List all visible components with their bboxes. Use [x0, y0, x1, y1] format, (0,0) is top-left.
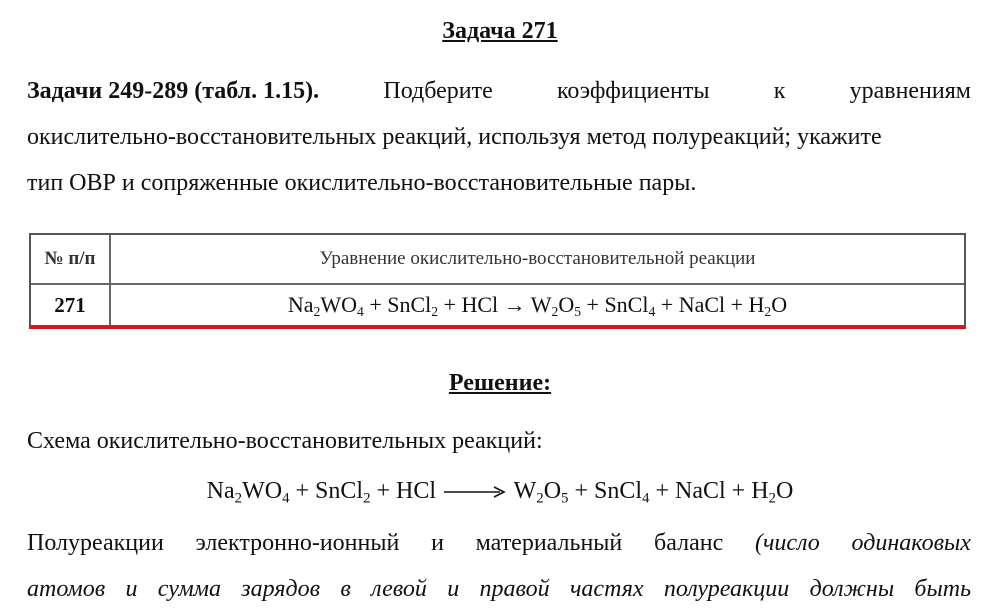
half-reactions-text [27, 520, 971, 612]
table-row [31, 285, 964, 325]
header-number: № п/п [31, 235, 111, 283]
half-line-2: атомов и сумма зарядов в левой и правой частях полуреакции должны быть [27, 576, 971, 602]
task-description [27, 68, 971, 206]
row-equation [111, 285, 964, 325]
scheme-equation [0, 473, 1000, 509]
task-line-1: Задачи 249-289 (табл. 1.15). Подберите коэффициенты к уравнениям [27, 68, 971, 114]
table-header-row [31, 235, 964, 285]
header-equation: Уравнение окислительно-восстановительной реакции [319, 248, 756, 269]
spellcheck-underline [29, 326, 966, 329]
scheme-formula: $Na_2WO_4$ + SnCl$_2$ + HCl $W_2O_5$ + SnCl$_4$ + NaCl + $H_2O$ [206, 478, 794, 507]
task-line-3: тип ОВР и сопряженные окислительно-восстановительные пары. [27, 170, 697, 196]
page-title: Задача 271 [442, 18, 558, 44]
task-ref: Задачи 249-289 (табл. 1.15). [27, 78, 320, 104]
scheme-label: Схема окислительно-восстановительных реакций: [27, 428, 543, 454]
task-line-2: окислительно-восстановительных реакций, используя метод полуреакций; укажите [27, 124, 882, 150]
reaction-table [29, 233, 966, 327]
long-arrow-icon [442, 482, 508, 502]
row-number: 271 [31, 285, 111, 325]
half-line-1: Полуреакции электронно-ионный и материальный баланс (число одинаковых [27, 530, 971, 556]
solution-heading: Решение: [448, 370, 552, 396]
formula-equation: $Na_2WO_4$ + SnCl$_2$ + HCl → $W_2O_5$ + SnCl$_4$ + NaCl + $H_2O$ [287, 292, 788, 320]
